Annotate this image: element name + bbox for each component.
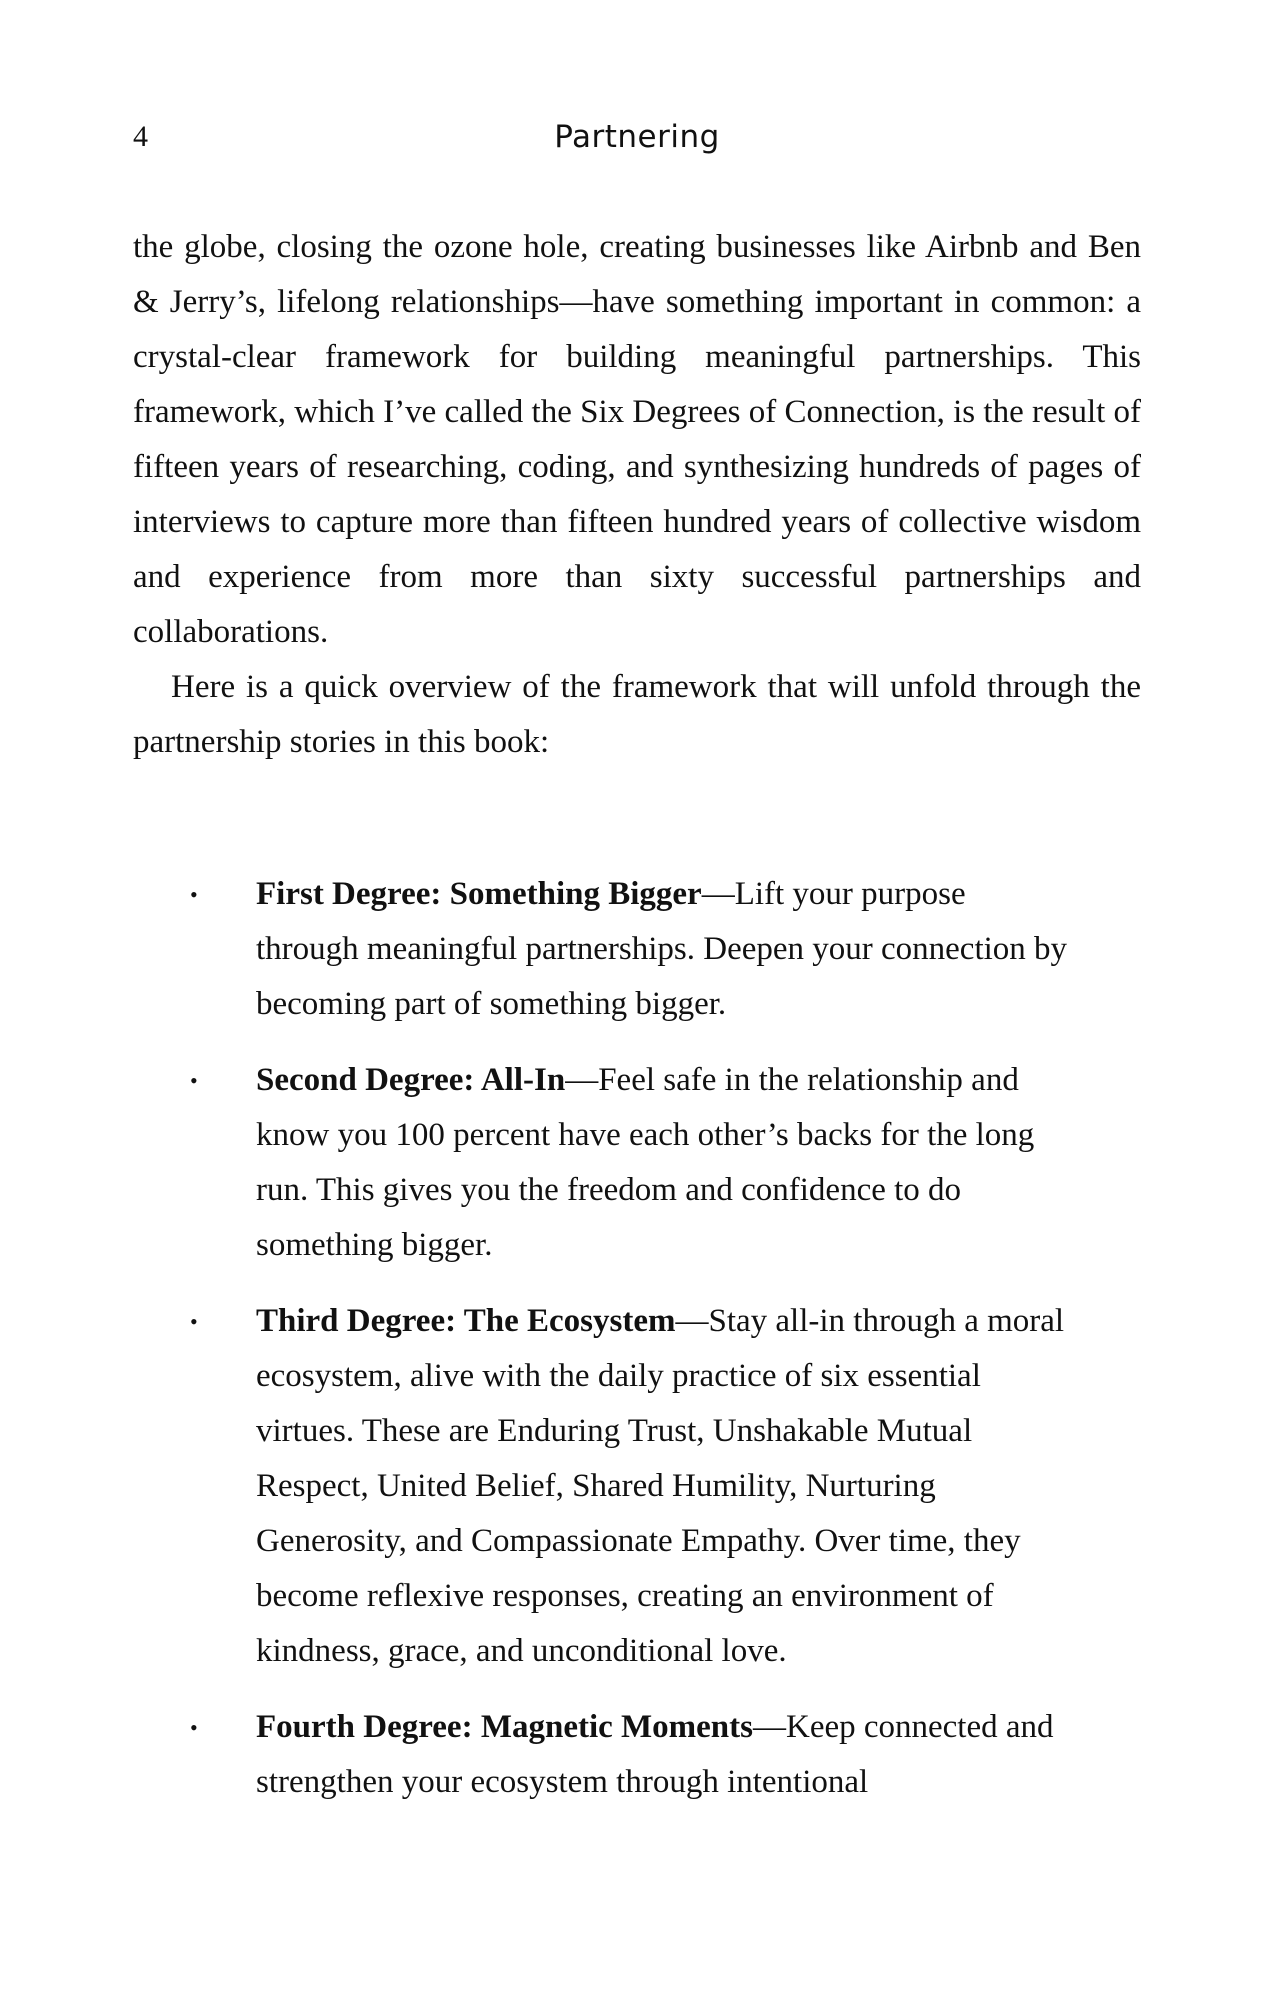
degree-item-third — [190, 1294, 1070, 1679]
degree-title: Second Degree: All-In — [256, 1062, 566, 1098]
degree-title: Fourth Degree: Magnetic Moments — [256, 1709, 753, 1745]
degree-title: Third Degree: The Ecosystem — [256, 1303, 676, 1339]
bullet-icon: • — [190, 1068, 198, 1093]
paragraph: Here is a quick overview of the framework that will unfold through the partnership stories in this book: — [133, 669, 1141, 760]
paragraph: the globe, closing the ozone hole, creating businesses like Airbnb and Ben & Jerry’s, lifelong relationships—have something important in common: a crystal-clear framework for building meaningful partnerships. This framework, which I’ve called the Six Degrees of Connection, is the result of fifteen years of researching, coding, and synthesizing hundreds of pages of interviews to capture more than fifteen hundred years of collective wisdom and experience from more than sixty successful partnerships and collaborations. — [133, 229, 1142, 650]
degree-text: —Lift your purpose through meaningful partnerships. Deepen your connection by becoming part of something bigger. — [256, 876, 1068, 1022]
page-number: 4 — [133, 120, 148, 153]
degree-text: —Keep connected and strengthen your ecosystem through intentional — [256, 1709, 1054, 1800]
degree-list — [190, 867, 1070, 1831]
running-head: Partnering — [554, 119, 720, 155]
degree-text: —Stay all-in through a moral ecosystem, alive with the daily practice of six essential virtues. These are Enduring Trust, Unshakable Mutual Respect, United Belief, Shared Humility, Nurturing Generosity, and Compassionate Empathy. Over time, they become reflexive responses, creating an environment of kindness, grace, and unconditional love. — [256, 1303, 1065, 1669]
degree-item-fourth — [190, 1700, 1070, 1810]
degree-item-first — [190, 867, 1070, 1032]
body-text — [133, 220, 1141, 770]
bullet-icon: • — [190, 1715, 198, 1740]
degree-item-second — [190, 1053, 1070, 1273]
degree-text: —Feel safe in the relationship and know you 100 percent have each other’s backs for the long run. This gives you the freedom and confidence to do something bigger. — [256, 1062, 1035, 1263]
bullet-icon: • — [190, 882, 198, 907]
bullet-icon: • — [190, 1309, 198, 1334]
page-header — [133, 112, 1141, 162]
degree-title: First Degree: Something Bigger — [256, 876, 702, 912]
